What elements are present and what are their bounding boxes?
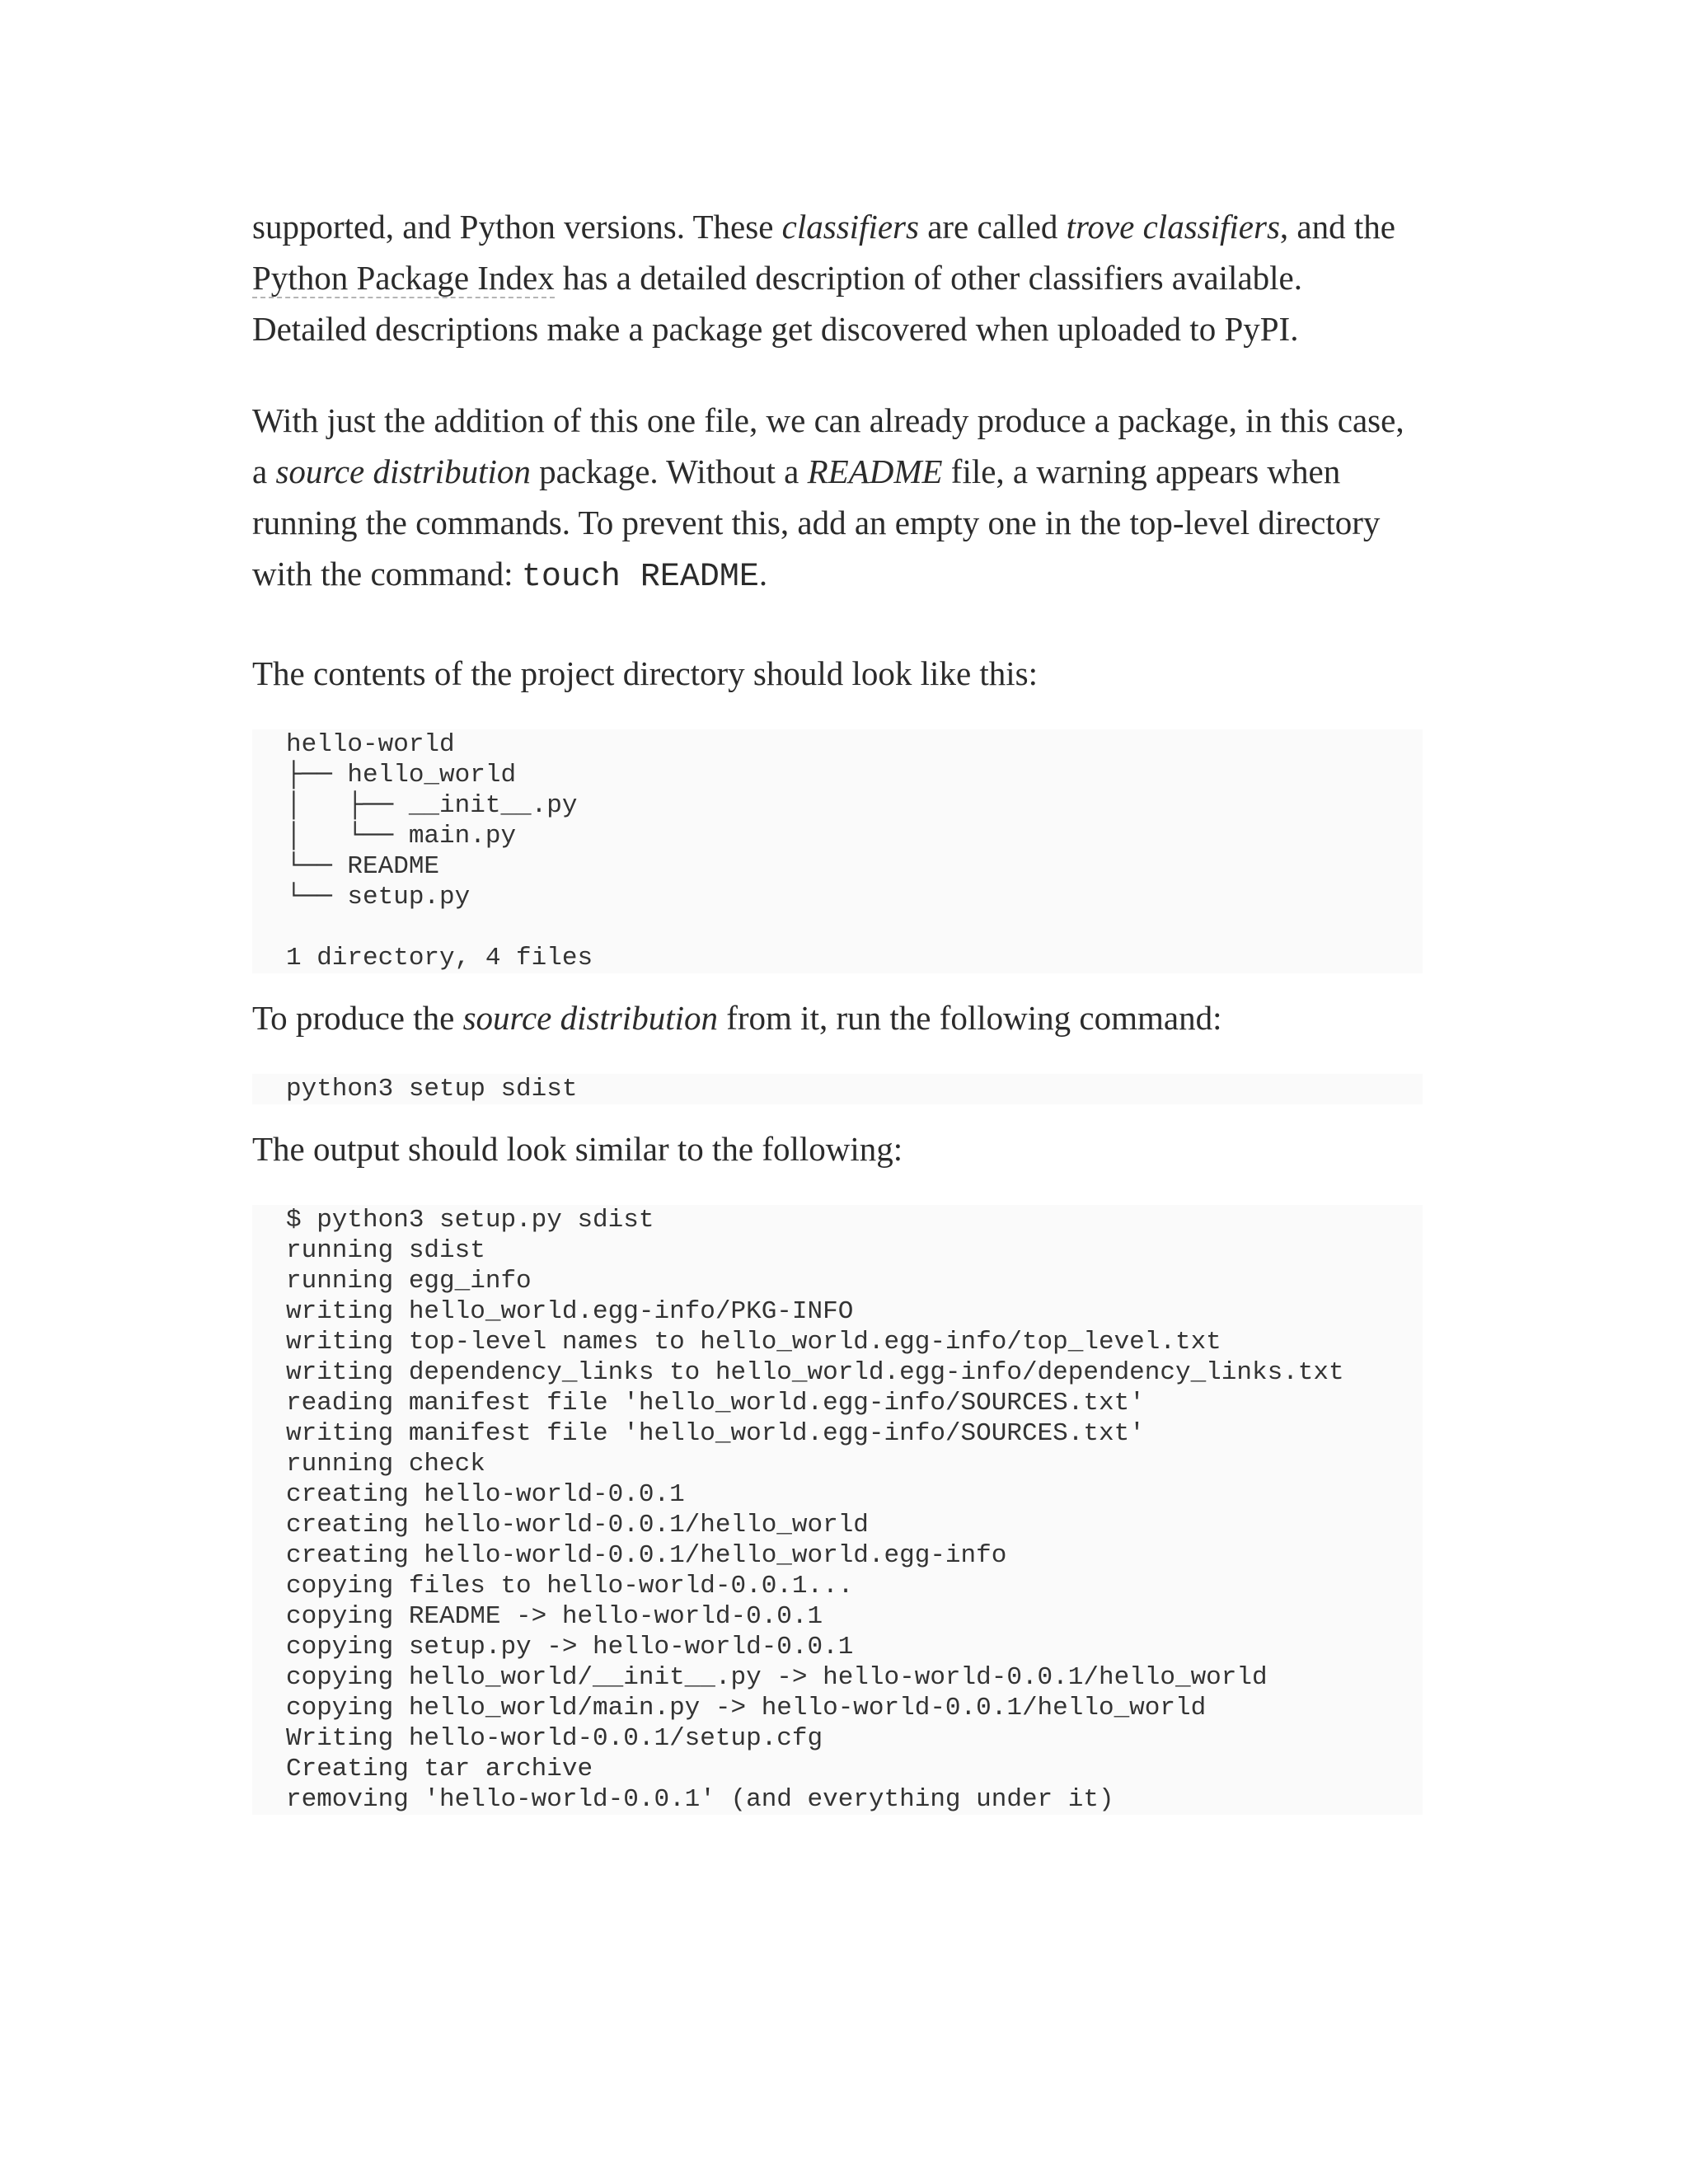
code-line: reading manifest file 'hello_world.egg-info/SOURCES.txt' — [286, 1389, 1145, 1418]
code-line: ├── hello_world — [286, 761, 517, 790]
directory-tree-code-block — [252, 729, 1423, 973]
code-line: copying hello_world/main.py -> hello-world-0.0.1/hello_world — [286, 1694, 1207, 1722]
code-line: creating hello-world-0.0.1/hello_world — [286, 1511, 869, 1540]
text-span: has a detailed description of other classifiers available. Detailed descriptions make a package get discovered when uploaded to PyPI. — [252, 259, 1302, 348]
code-line: running sdist — [286, 1236, 485, 1265]
code-line: Writing hello-world-0.0.1/setup.cfg — [286, 1724, 823, 1753]
python-package-index-link[interactable]: Python Package Index — [252, 259, 555, 297]
text-span: , and the — [1279, 208, 1395, 246]
command-code-block — [252, 1074, 1423, 1104]
emphasis-text: trove classifiers — [1066, 208, 1280, 246]
code-line: Creating tar archive — [286, 1755, 593, 1783]
code-line: creating hello-world-0.0.1/hello_world.egg-info — [286, 1541, 1007, 1570]
emphasis-text: source distribution — [275, 452, 531, 490]
emphasis-text: README — [807, 452, 943, 490]
code-line: writing manifest file 'hello_world.egg-info/SOURCES.txt' — [286, 1419, 1145, 1448]
paragraph-output-intro: The output should look similar to the following: — [252, 1130, 903, 1168]
code-line: copying README -> hello-world-0.0.1 — [286, 1602, 823, 1631]
code-line: │ ├── __init__.py — [286, 791, 578, 820]
text-span: . — [758, 555, 768, 593]
paragraph-source-distribution — [252, 395, 1423, 603]
code-line: │ └── main.py — [286, 822, 517, 851]
code-line: copying hello_world/__init__.py -> hello-world-0.0.1/hello_world — [286, 1663, 1268, 1692]
document-page — [252, 201, 1423, 1815]
text-span: are called — [918, 208, 1067, 246]
code-line: running check — [286, 1450, 485, 1479]
code-line: running egg_info — [286, 1267, 532, 1296]
code-line: writing dependency_links to hello_world.egg-info/dependency_links.txt — [286, 1358, 1344, 1387]
code-line — [286, 912, 1423, 943]
text-span: package. Without a — [530, 452, 808, 490]
code-line: copying files to hello-world-0.0.1... — [286, 1572, 854, 1601]
code-line: writing top-level names to hello_world.egg-info/top_level.txt — [286, 1328, 1221, 1357]
text-span: from it, run the following command: — [717, 999, 1222, 1037]
text-span: With just the addition of this one file, we can already produce a package, in this case, a — [252, 401, 1404, 490]
text-span: file, a warning appears when running the commands. To prevent this, add an empty one in the top-level directory with the command: — [252, 452, 1381, 593]
code-line: creating hello-world-0.0.1 — [286, 1480, 685, 1509]
code-line: └── README — [286, 852, 440, 881]
code-line: 1 directory, 4 files — [286, 944, 593, 972]
code-line: removing 'hello-world-0.0.1' (and everything under it) — [286, 1785, 1114, 1814]
code-line: $ python3 setup.py sdist — [286, 1206, 654, 1235]
code-line: copying setup.py -> hello-world-0.0.1 — [286, 1633, 854, 1661]
emphasis-text: source distribution — [462, 999, 718, 1037]
paragraph-contents-intro: The contents of the project directory should look like this: — [252, 654, 1039, 692]
text-span: supported, and Python versions. These — [252, 208, 782, 246]
code-line: hello-world — [286, 730, 455, 759]
code-line: writing hello_world.egg-info/PKG-INFO — [286, 1297, 854, 1326]
paragraph-produce-intro — [252, 992, 1423, 1043]
paragraph-classifiers — [252, 201, 1423, 354]
emphasis-text: classifiers — [781, 208, 919, 246]
code-line: └── setup.py — [286, 883, 471, 912]
inline-code: touch README — [521, 559, 759, 596]
output-code-block — [252, 1205, 1423, 1815]
text-span: To produce the — [252, 999, 463, 1037]
code-line: python3 setup sdist — [286, 1075, 578, 1104]
